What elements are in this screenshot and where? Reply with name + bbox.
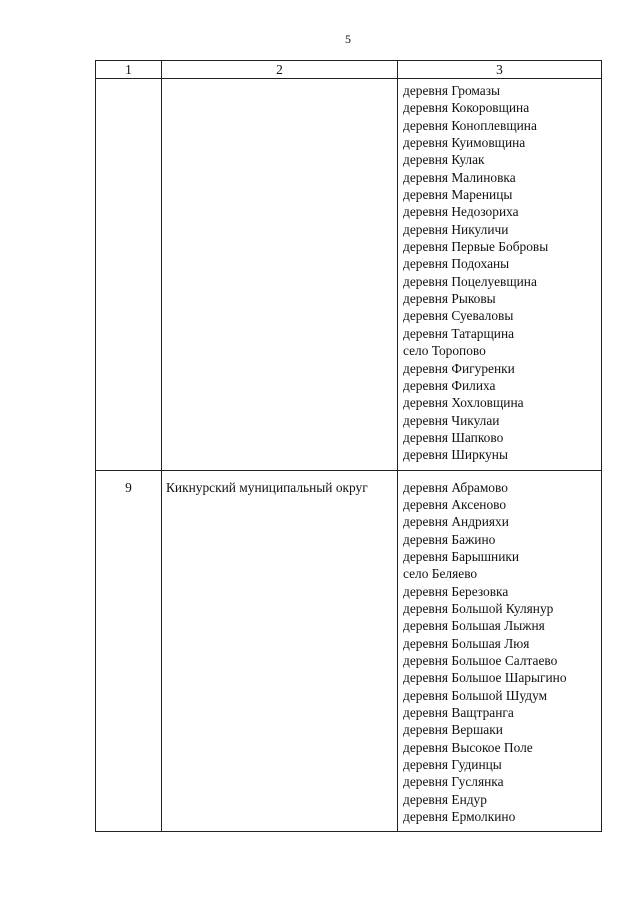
place-item: деревня Первые Бобровы xyxy=(403,239,549,255)
place-item: деревня Барышники xyxy=(403,548,520,564)
header-col-2: 2 xyxy=(162,61,398,79)
place-item: деревня Подоханы xyxy=(403,256,510,272)
place-item: деревня Ващтранга xyxy=(403,705,514,721)
place-item: деревня Чикулаи xyxy=(403,412,500,428)
place-item: деревня Хохловщина xyxy=(403,395,524,411)
row-number: 9 xyxy=(96,470,162,832)
header-col-3: 3 xyxy=(398,61,602,79)
place-item: деревня Фигуренки xyxy=(403,360,515,376)
place-item: деревня Мареницы xyxy=(403,187,513,203)
table-row xyxy=(96,79,602,471)
place-item: село Беляево xyxy=(403,566,478,582)
place-item: деревня Малиновка xyxy=(403,169,516,185)
table-row xyxy=(96,470,602,832)
place-item: деревня Громазы xyxy=(403,83,501,98)
place-item: деревня Недозориха xyxy=(403,204,519,220)
place-item: деревня Гудинцы xyxy=(403,757,502,773)
places-list xyxy=(398,470,602,832)
place-item: деревня Кулак xyxy=(403,152,485,168)
place-item: деревня Гуслянка xyxy=(403,774,504,790)
place-item: деревня Рыковы xyxy=(403,291,496,307)
place-item: деревня Куимовщина xyxy=(403,135,526,151)
place-item: деревня Большое Салтаево xyxy=(403,653,558,668)
page-number: 5 xyxy=(345,32,351,46)
places-list xyxy=(398,79,602,471)
place-item: деревня Ендур xyxy=(403,791,487,807)
place-item: деревня Филиха xyxy=(403,377,496,393)
place-item: деревня Большой Кулянур xyxy=(403,600,554,616)
row-number xyxy=(96,79,162,471)
place-item: деревня Никуличи xyxy=(403,221,509,237)
district-name xyxy=(162,79,398,471)
place-item: деревня Большая Лыжня xyxy=(403,618,545,634)
settlements-table xyxy=(95,60,602,832)
place-item: деревня Ермолкино xyxy=(403,809,516,825)
place-item: деревня Шапково xyxy=(403,429,504,445)
place-item: деревня Березовка xyxy=(403,583,509,599)
district-name: Кикнурский муниципальный округ xyxy=(162,470,398,832)
place-item: деревня Большое Шарыгино xyxy=(403,670,567,686)
place-item: деревня Кокоровщина xyxy=(403,100,530,116)
place-item: деревня Бажино xyxy=(403,531,496,547)
place-item: село Торопово xyxy=(403,343,486,359)
place-item: деревня Андрияхи xyxy=(403,514,509,530)
place-item: деревня Абрамово xyxy=(403,479,508,495)
place-item: деревня Коноплевщина xyxy=(403,117,537,133)
place-item: деревня Вершаки xyxy=(403,722,503,738)
place-item: деревня Ширкуны xyxy=(403,447,508,463)
place-item: деревня Большой Шудум xyxy=(403,687,548,703)
table-header-row xyxy=(96,61,602,79)
place-item: деревня Поцелуевщина xyxy=(403,273,537,289)
place-item: деревня Большая Люя xyxy=(403,635,530,651)
place-item: деревня Высокое Поле xyxy=(403,739,533,755)
place-item: деревня Аксеново xyxy=(403,496,507,512)
place-item: деревня Татарщина xyxy=(403,325,515,341)
place-item: деревня Суеваловы xyxy=(403,308,514,324)
header-col-1: 1 xyxy=(96,61,162,79)
